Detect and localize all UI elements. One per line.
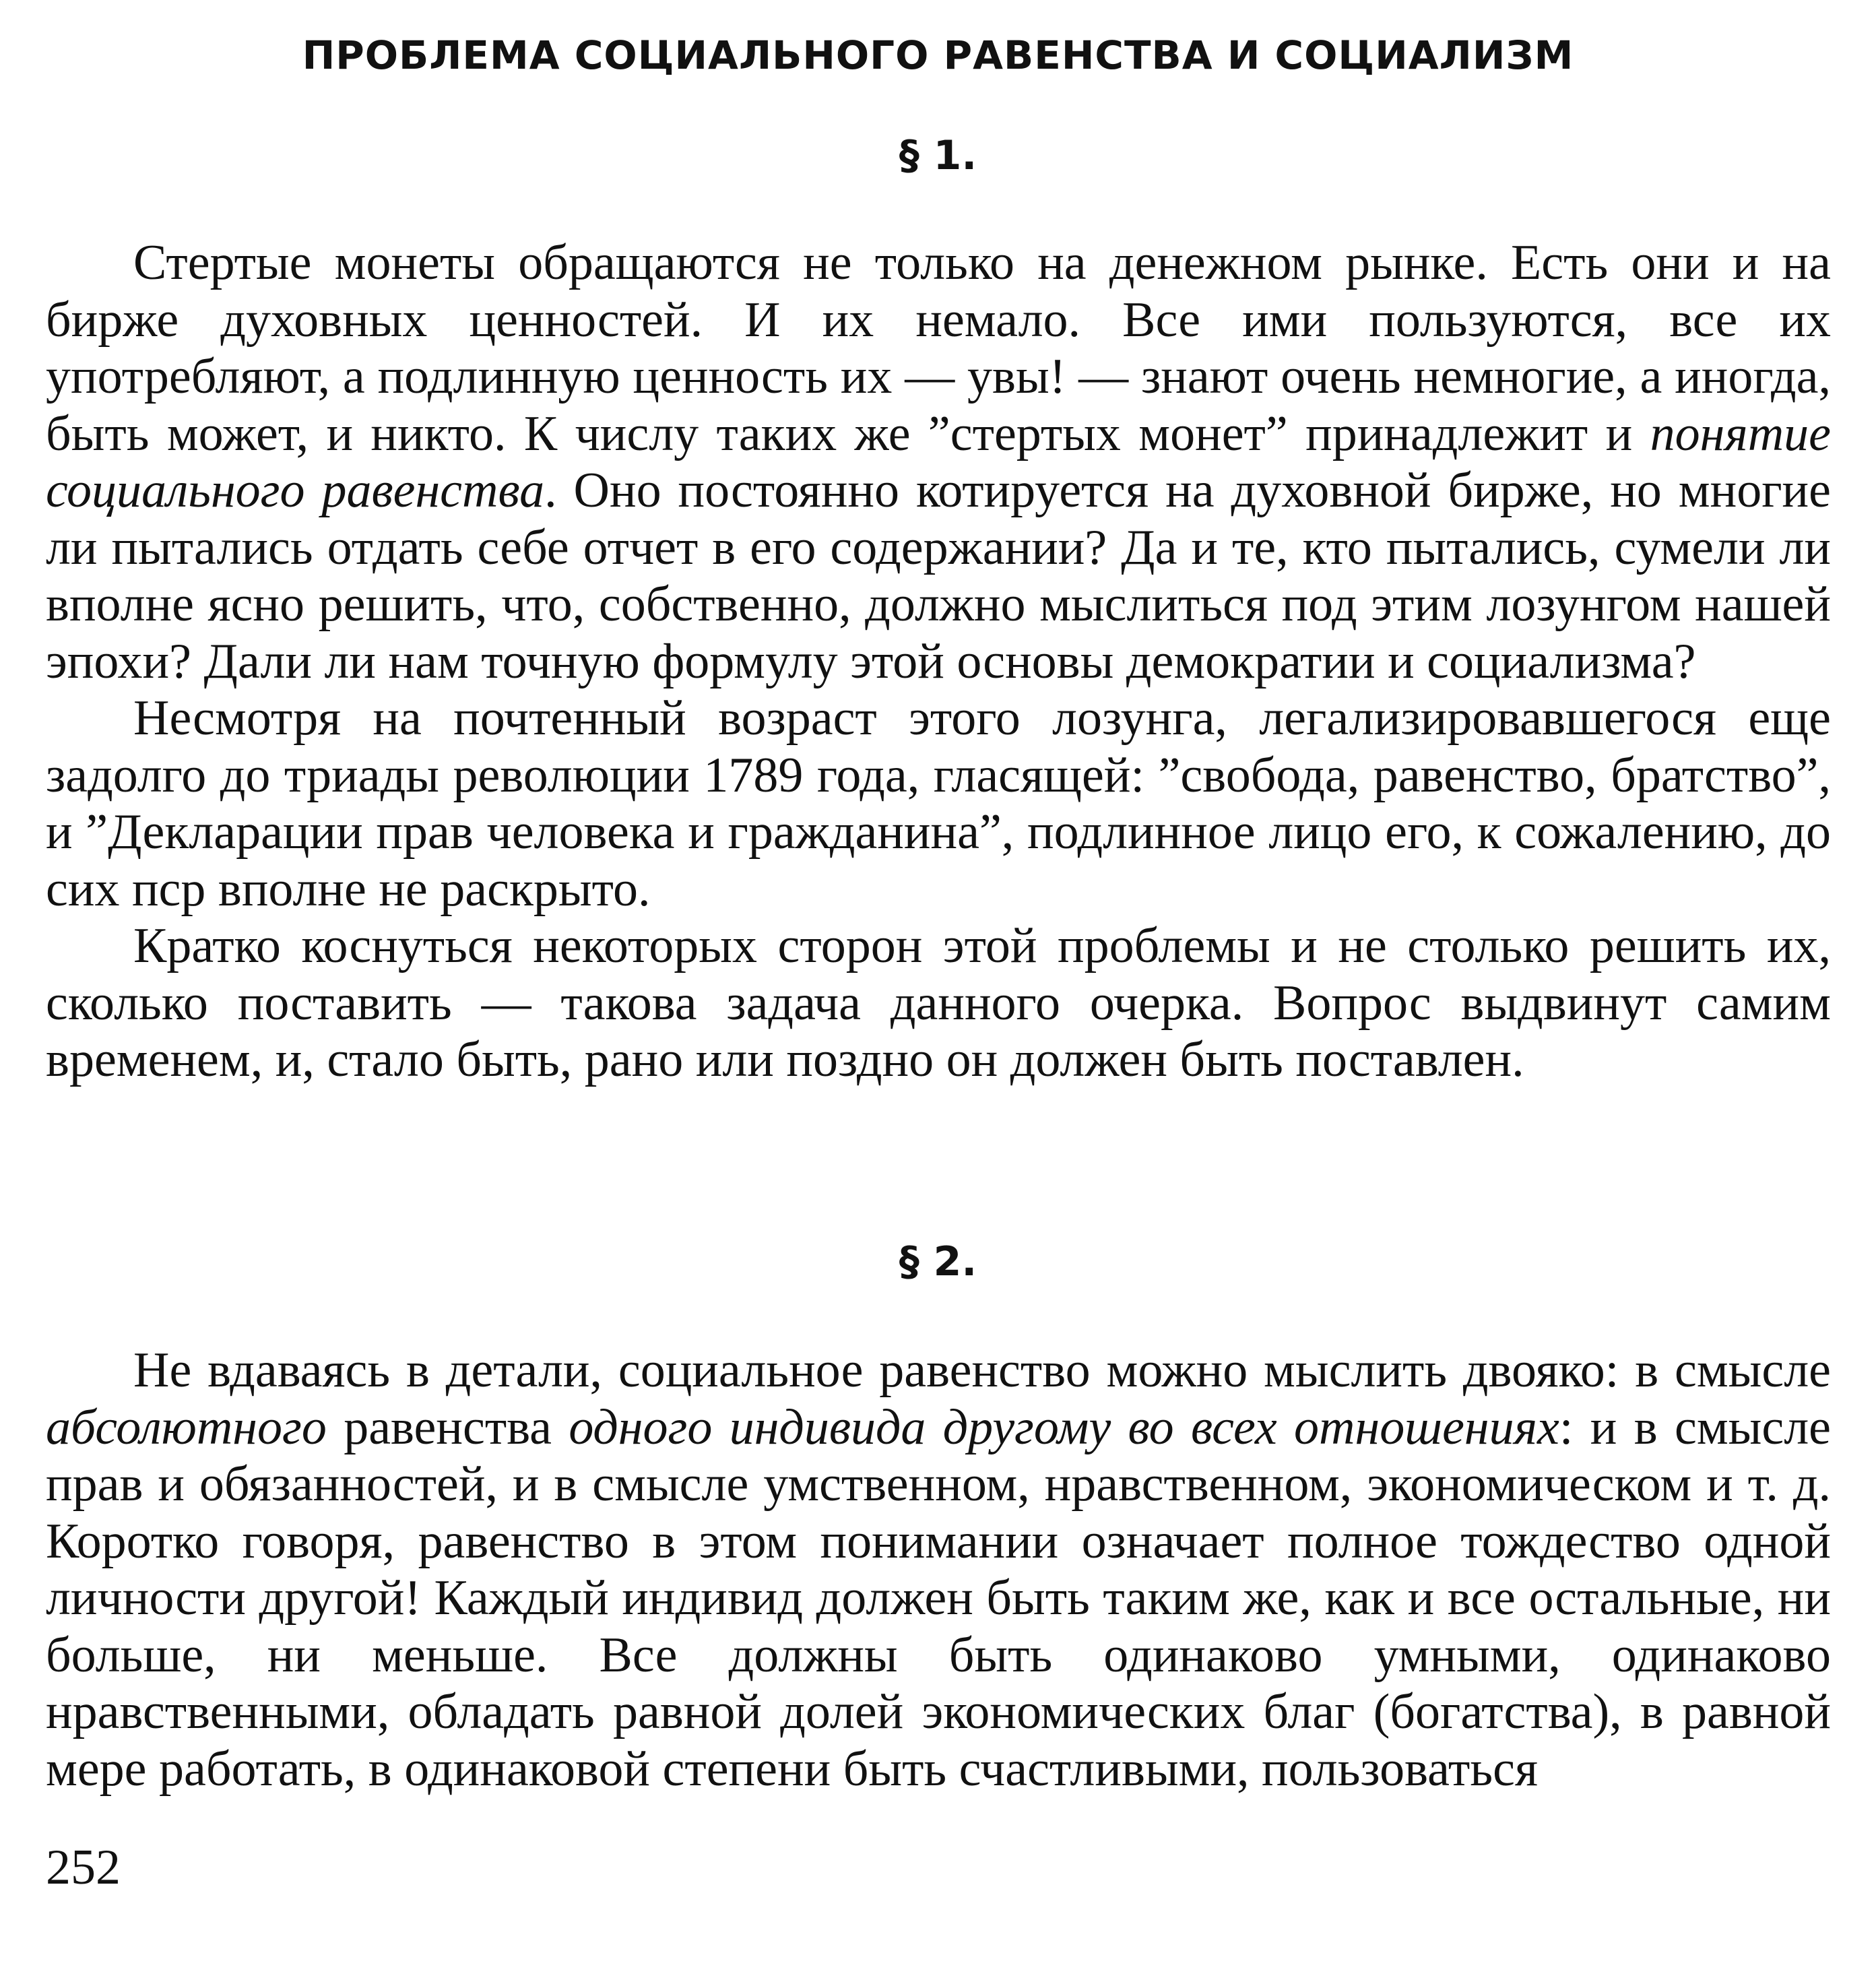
section-2-body <box>46 1342 1831 1797</box>
paragraph-1-text-after: . Оно постоянно котируется на духовной бирже, но многие ли пытались отдать себе отчет в его содержании? Да и те, кто пытались, сумели ли вполне ясно решить, что, собственно, должно мыслиться под этим лозунгом нашей эпохи? Дали ли нам точную формулу этой основы демократии и социализма? <box>46 463 1832 689</box>
paragraph-4-text-after: : и в смысле прав и обязанностей, и в смысле умственном, нравственном, экономическом и т. д. Коротко говоря, равенство в этом понимании означает полное тождество одной личности другой! Каждый индивид должен быть таким же, как и все остальные, ни больше, ни меньше. Все должны быть одинаково умными, одинаково нравственными, обладать равной долей экономических благ (богатства), в равной мере работать, в одинаковой степени быть счастливыми, пользоваться <box>46 1399 1831 1797</box>
section-1-body <box>46 234 1831 1089</box>
section-1-heading: § 1. <box>899 132 977 179</box>
page-number: 252 <box>46 1840 121 1895</box>
paragraph-4-emphasis-absolute: абсолютного <box>46 1399 327 1455</box>
paragraph-1 <box>46 234 1831 690</box>
paragraph-2: Несмотря на почтенный возраст этого лозунга, легализировавшегося еще задолго до триады революции 1789 года, гласящей: ”свобода, равенство, братство”, и ”Декларации прав человека и гражданина”, подлинное лицо его, к сожалению, до сих пср вполне не раскрыто. <box>46 691 1831 917</box>
paragraph-4-text-before: Не вдаваясь в детали, социальное равенство можно мыслить двояко: в смысле <box>133 1343 1831 1398</box>
paragraph-1-text-before: Стертые монеты обращаются не только на денежном рынке. Есть они и на бирже духовных ценностей. И их немало. Все ими пользуются, все их употребляют, а подлинную ценность их — увы! — знают очень немногие, а иногда, быть может, и никто. К числу таких же ”стертых монет” принадлежит и <box>46 235 1831 461</box>
chapter-title: ПРОБЛЕМА СОЦИАЛЬНОГО РАВЕНСТВА И СОЦИАЛИЗМ <box>302 32 1574 78</box>
paragraph-4-emphasis-individual: одного индивида другому во всех отношениях <box>569 1399 1559 1455</box>
paragraph-4-text-middle: равенства <box>326 1399 569 1455</box>
paragraph-1-emphasis: понятие социального равенства <box>46 406 1831 518</box>
paragraph-4 <box>46 1342 1831 1797</box>
section-2-heading: § 2. <box>899 1238 977 1285</box>
paragraph-3: Кратко коснуться некоторых сторон этой проблемы и не столько решить их, сколько поставить — такова задача данного очерка. Вопрос выдвинут самим временем, и, стало быть, рано или поздно он должен быть поставлен. <box>46 918 1831 1087</box>
